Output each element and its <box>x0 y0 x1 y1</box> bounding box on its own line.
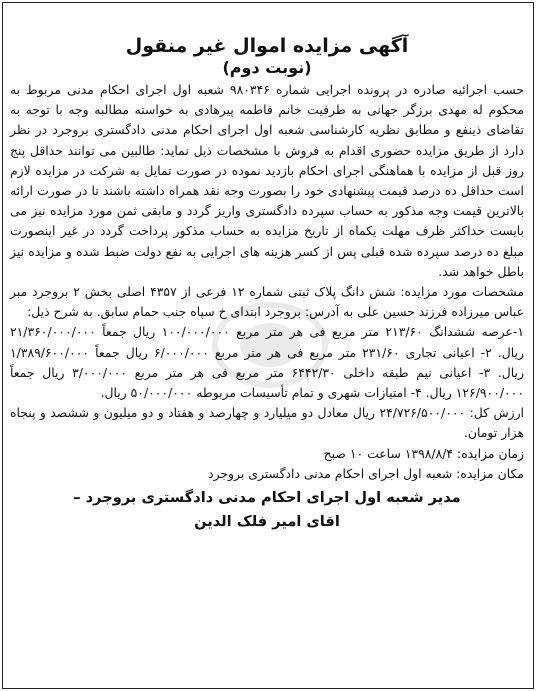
notice-subtitle: (نوبت دوم) <box>222 58 312 77</box>
valuation-details: ۱-عرصه ششدانگ ۲۱۳/۶۰ متر مربع فی هر متر مربع ۱۰۰/۰۰۰/۰۰۰ ریال جمعاً ۲۱/۳۶۰/۰۰۰/۰۰۰ ریال. ۲- اعیانی تجاری ۲۳۱/۶۰ متر مربع فی هر متر مربع ۶/۰۰۰/۰۰۰ ریال جمعاً ۱/۳۸۹/۶۰۰/۰۰۰ ریال. ۳- اعیانی نیم طبقه داخلی ۶۴۴۲/۳۰ متر مربع فی هر متر مربع ۳/۰۰۰/۰۰۰ ریال جمعاً ۱۲۶/۹۰۰/۰۰۰ ریال. ۴- امتیازات شهری و تمام تأسیسات مربوطه ۵۰/۰۰۰/۰۰۰ ریال. <box>10 324 524 401</box>
signature-title: مدیر شعبه اول اجرای احکام مدنی دادگستری بروجرد – <box>73 489 461 507</box>
auction-place: مکان مزایده: شعبه اول اجرای احکام مدنی دادگستری بروجرد <box>208 465 524 481</box>
notice-content <box>2 4 534 532</box>
total-value: ارزش کل: ۲۴/۷۲۶/۵۰۰/۰۰۰ ریال معادل دو میلیارد و چهارصد و هفتاد و دو میلیون و ششصد و پنجاه هزار تومان. <box>10 405 524 441</box>
notice-title: آگهی مزایده اموال غیر منقول <box>125 35 409 57</box>
intro-paragraph: حسب اجرائیه صادره در پرونده اجرایی شماره ۹۸۰۳۴۶ شعبه اول اجرای احکام مدنی مربوط به محکوم له مهدی برزگر جهانی به طرفیت خانم فاطمه پیرهادی به خواسته مطالبه وجه با توجه به تقاضای ذینفع و مطابق نظریه کارشناسی شعبه اول اجرای احکام مدنی دادگستری بروجرد در نظر دارد از طریق مزایده حضوری اقدام به فروش با مشخصات ذیل نماید: طالبین می توانند حداقل پنج روز قبل از مزایده با هماهنگی اجرای احکام بازدید نموده در صورت تمایل به شرکت در مزایده لازم است حداقل ده درصد قیمت پیشنهادی خود را بصورت وجه نقد همراه داشته باشند تا در صورت ارائه بالاترین قیمت وجه مذکور به حساب سپرده دادگستری واریز گردد و مابقی ثمن مورد مزایده نیز می بایست حداکثر ظرف مهلت یکماه از تاریخ مزایده به حساب مذکور پرداخت گردد در غیر اینصورت مبلغ ده درصد سپرده شده قبلی پس از کسر هزینه های اجرایی به نفع دولت ضبط شده و مزایده نیز باطل خواهد شد. <box>10 82 524 279</box>
property-description: مشخصات مورد مزایده: شش دانگ پلاک ثبتی شماره ۱۲ فرعی از ۴۳۵۷ اصلی بخش ۲ بروجرد مبر عباس میرزاده فرزند حسین علی به آدرس: بروجرد ابتدای خ سپاه جنب حمام سابق. به شرح ذیل: <box>10 284 524 320</box>
auction-time: زمان مزایده: ۱۳۹۸/۸/۴ ساعت ۱۰ صبح <box>323 445 524 461</box>
signature-name: اقای امیر فلک الدین <box>194 513 340 531</box>
